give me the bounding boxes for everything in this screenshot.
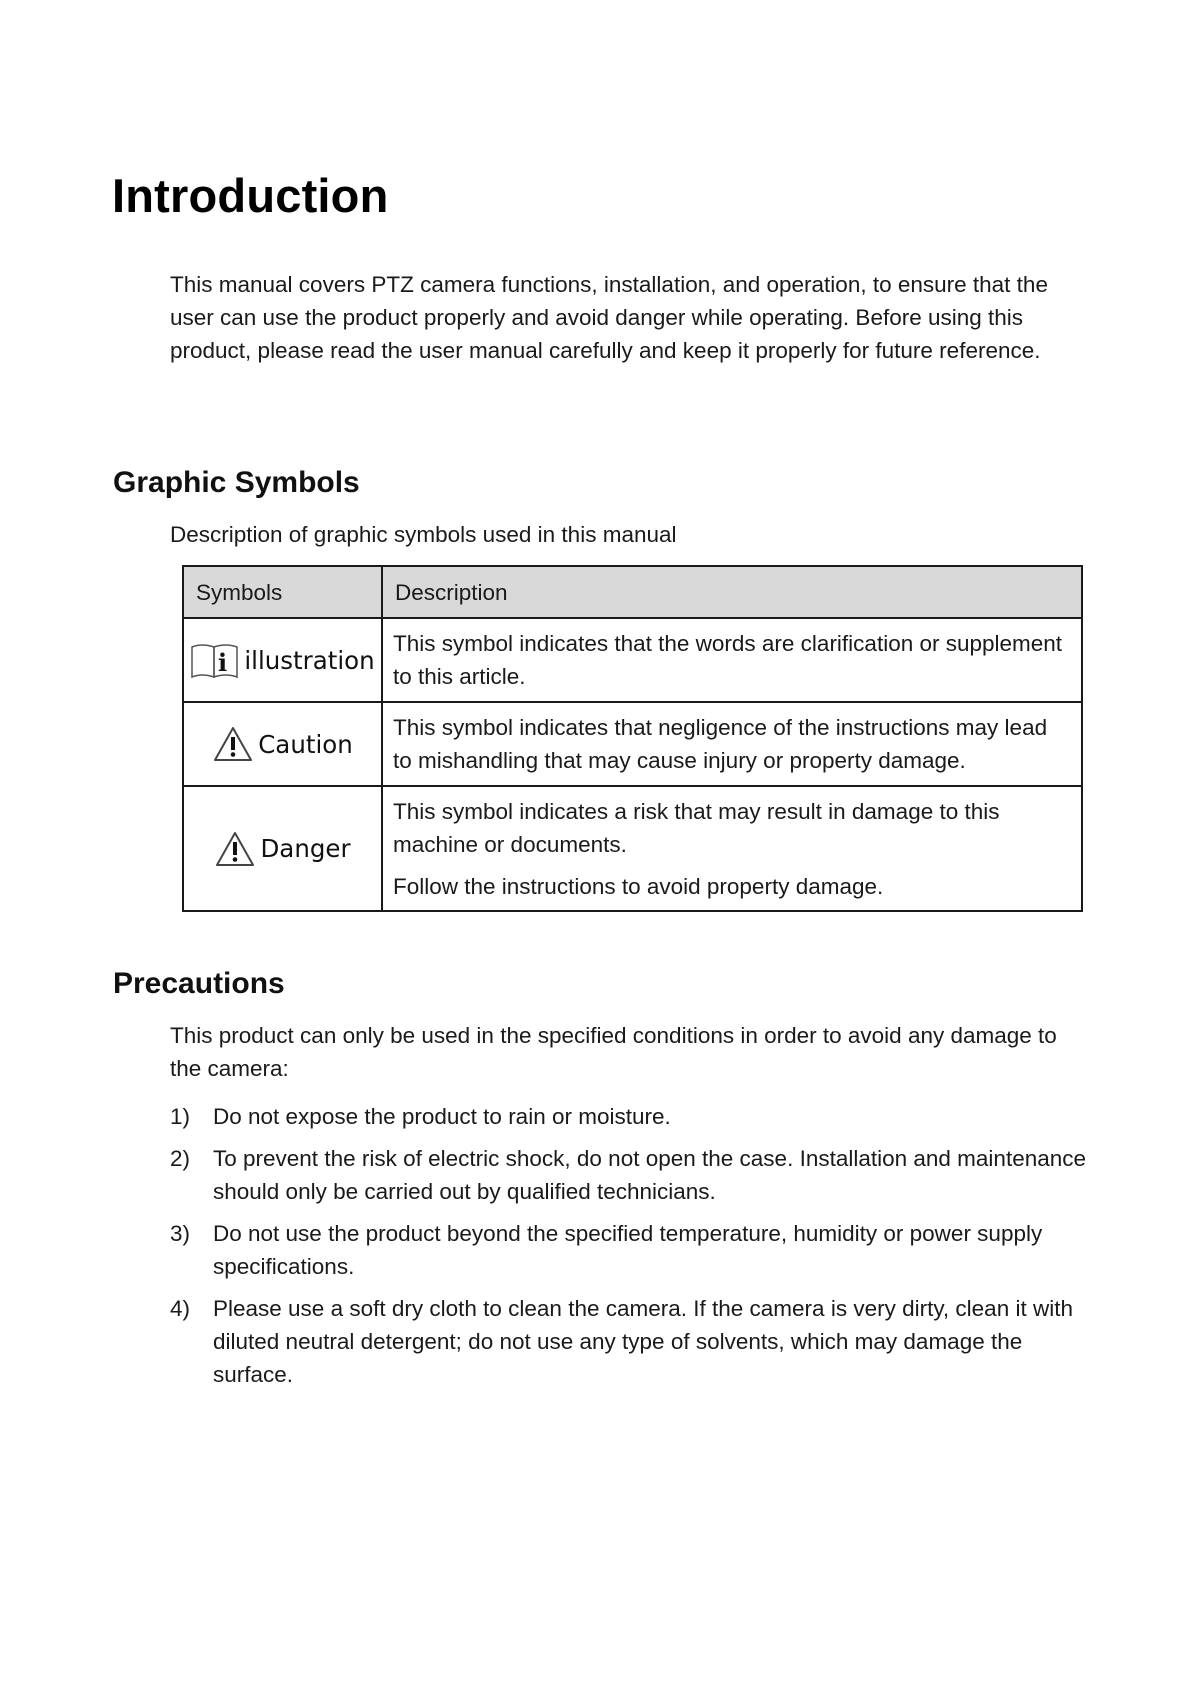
- symbol-label: Danger: [260, 834, 351, 863]
- warning-triangle-icon: [214, 830, 256, 868]
- precautions-list: [170, 1100, 1090, 1400]
- warning-triangle-icon: [212, 725, 254, 763]
- table-caption: Description of graphic symbols used in this manual: [170, 522, 677, 547]
- section-heading-precautions: Precautions: [113, 967, 285, 1000]
- list-number: 4): [170, 1296, 191, 1321]
- list-text: To prevent the risk of electric shock, do not open the case. Installation and maintenance should only be carried out by qualified technicians.: [213, 1146, 1087, 1204]
- description-cell: [382, 618, 1082, 702]
- table-row: [183, 786, 1082, 911]
- list-text: Please use a soft dry cloth to clean the camera. If the camera is very dirty, clean it with diluted neutral detergent; do not use any type of solvents, which may damage the surface.: [213, 1296, 1073, 1387]
- list-text: Do not use the product beyond the specified temperature, humidity or power supply specifications.: [213, 1221, 1043, 1279]
- description-cell: [382, 702, 1082, 786]
- symbol-label: Caution: [258, 729, 353, 759]
- intro-paragraph: This manual covers PTZ camera functions, installation, and operation, to ensure that the user can use the product properly and avoid danger while operating. Before using this product, please read the user manual carefully and keep it properly for future reference.: [170, 272, 1048, 363]
- precautions-intro: This product can only be used in the specified conditions in order to avoid any damage to the camera:: [170, 1023, 1057, 1081]
- graphic-symbols-table: [182, 565, 1083, 912]
- table-row: [183, 702, 1082, 786]
- symbol-cell: [183, 702, 382, 786]
- symbol-cell: [183, 618, 382, 702]
- header-description: Description: [382, 566, 1082, 618]
- header-symbols: Symbols: [183, 566, 382, 618]
- symbol-cell: [183, 786, 382, 911]
- list-item: [170, 1217, 1090, 1283]
- svg-text:i: i: [218, 648, 228, 677]
- list-item: [170, 1292, 1090, 1391]
- section-heading-graphic-symbols: Graphic Symbols: [113, 466, 360, 499]
- list-number: 1): [170, 1104, 191, 1129]
- list-number: 2): [170, 1146, 191, 1171]
- page-title: Introduction: [112, 169, 389, 222]
- list-item: [170, 1100, 1090, 1133]
- symbol-label: illustration: [244, 645, 375, 675]
- description-text: This symbol indicates a risk that may result in damage to this machine or documents.: [393, 798, 1000, 857]
- description-text: Follow the instructions to avoid property damage.: [393, 873, 884, 899]
- description-text: This symbol indicates that negligence of the instructions may lead to mishandling that may cause injury or property damage.: [393, 715, 1048, 773]
- list-number: 3): [170, 1221, 191, 1246]
- table-header-row: [183, 566, 1082, 618]
- list-item: [170, 1142, 1090, 1208]
- list-text: Do not expose the product to rain or moisture.: [213, 1104, 671, 1129]
- description-text: This symbol indicates that the words are clarification or supplement to this article.: [393, 631, 1063, 689]
- info-book-icon: [190, 641, 240, 679]
- description-cell: [382, 786, 1082, 911]
- table-row: [183, 618, 1082, 702]
